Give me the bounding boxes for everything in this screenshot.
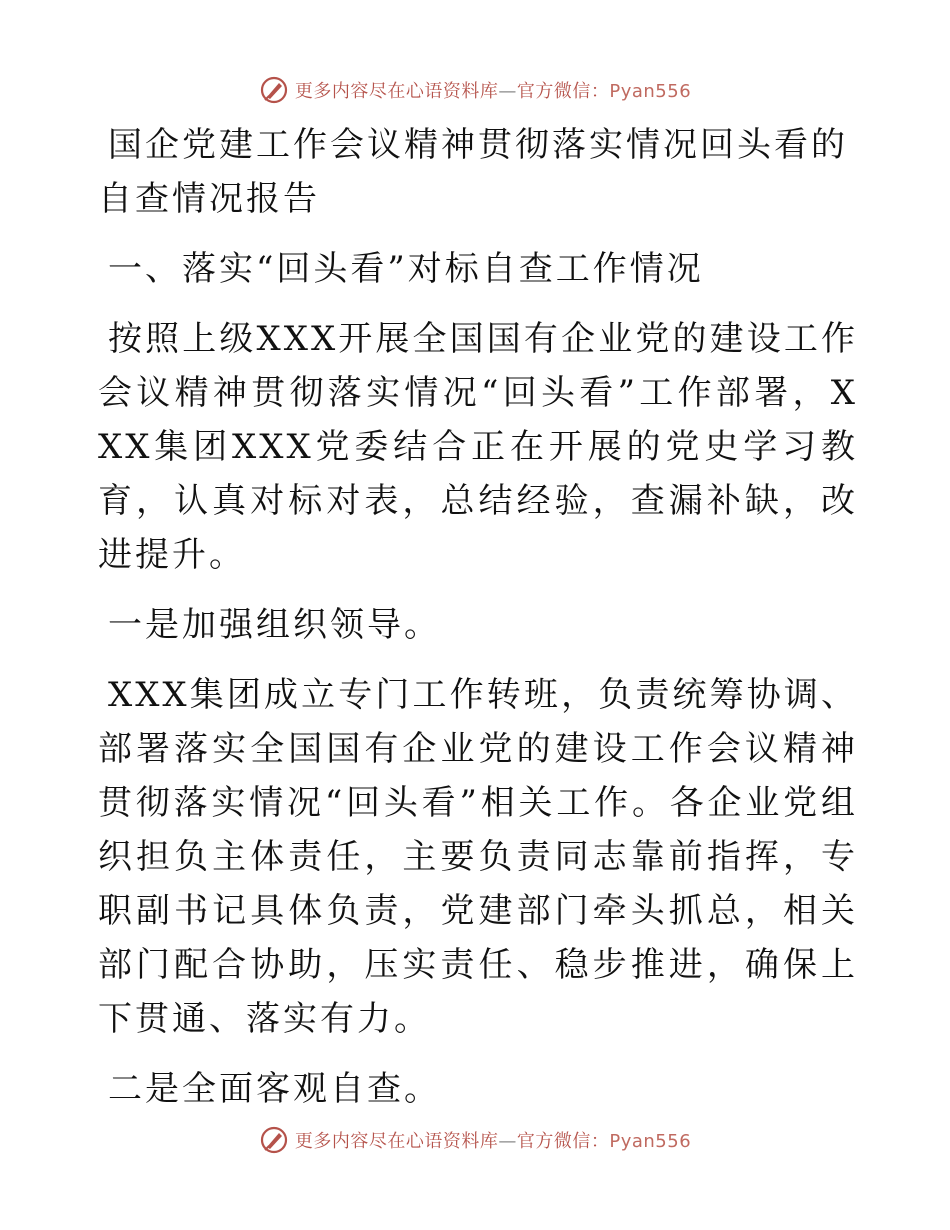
banner-account: Pyan556 <box>609 1131 692 1152</box>
banner-main-text: 更多内容尽在心语资料库 <box>294 1131 499 1152</box>
header-banner <box>0 70 950 110</box>
banner-separator: — <box>498 81 517 102</box>
paragraph-2: XXX集团成立专门工作转班，负责统筹协调、部署落实全国国有企业党的建设工作会议精神贯彻落实情况“回头看”相关工作。各企业党组织担负主体责任，主要负责同志靠前指挥，专职副书记具体负责，党建部门牵头抓总，相关部门配合协助，压实责任、稳步推进，确保上下贯通、落实有力。 <box>98 675 858 1039</box>
section-heading-1: 一、落实“回头看”对标自查工作情况 <box>108 249 704 289</box>
subheading-1: 一是加强组织领导。 <box>108 605 441 645</box>
document-title: 国企党建工作会议精神贯彻落实情况回头看的自查情况报告 <box>98 125 848 219</box>
paragraph-1: 按照上级XXX开展全国国有企业党的建设工作会议精神贯彻落实情况“回头看”工作部署，XXX集团XXX党委结合正在开展的党史学习教育，认真对标对表，总结经验，查漏补缺，改进提升。 <box>98 319 858 575</box>
banner-wechat-label: 官方微信： <box>516 81 610 102</box>
quill-pen-logo-icon <box>259 1125 289 1155</box>
banner-text <box>295 1127 691 1153</box>
banner-main-text: 更多内容尽在心语资料库 <box>294 81 499 102</box>
banner-wechat-label: 官方微信： <box>516 1131 610 1152</box>
banner-account: Pyan556 <box>609 81 692 102</box>
document-body <box>98 118 858 1132</box>
footer-banner <box>0 1120 950 1160</box>
subheading-2: 二是全面客观自查。 <box>108 1069 441 1109</box>
quill-pen-logo-icon <box>259 75 289 105</box>
banner-separator: — <box>498 1131 517 1152</box>
banner-text <box>295 77 691 103</box>
